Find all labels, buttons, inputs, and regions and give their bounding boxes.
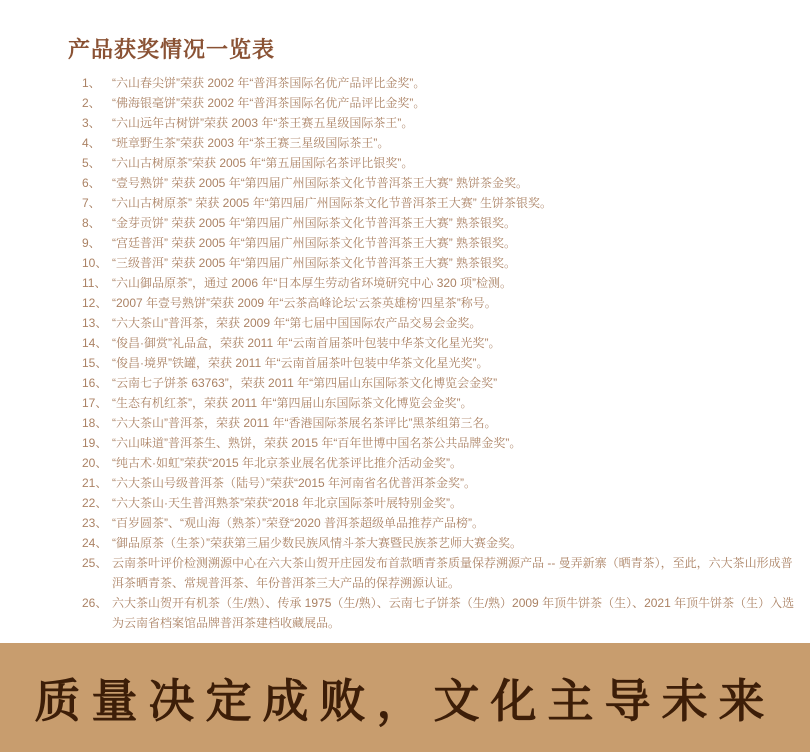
award-item [82, 513, 800, 533]
award-item [82, 593, 800, 633]
award-item-number: 25、 [82, 556, 108, 570]
award-item-number: 8、 [82, 216, 101, 230]
award-item-text: “六山远年古树饼”荣获 2003 年“茶王赛五星级国际茶王”。 [112, 116, 414, 130]
award-item-text: “六山春尖饼”荣获 2002 年“普洱茶国际名优产品评比金奖”。 [112, 76, 426, 90]
award-item [82, 213, 800, 233]
award-item-text: “六大茶山”普洱茶，荣获 2009 年“第七届中国国际农产品交易会金奖。 [112, 316, 482, 330]
award-item [82, 473, 800, 493]
award-item [82, 533, 800, 553]
award-item-text: “六山古树原茶” 荣获 2005 年“第四届广州国际茶文化节普洱茶王大赛” 生饼茶银奖。 [112, 196, 553, 210]
award-item-number: 24、 [82, 536, 108, 550]
award-item-number: 1、 [82, 76, 101, 90]
award-item-text: 云南茶叶评价检测溯源中心在六大茶山贺开庄园发布首款晒青茶质量保荐溯源产品 -- 曼弄新寨（晒青茶），至此，六大茶山形成普洱茶晒青茶、常规普洱茶、年份普洱茶三大产品的保荐溯源认证。 [112, 556, 793, 590]
award-item-number: 18、 [82, 416, 108, 430]
award-item [82, 453, 800, 473]
award-item-number: 2、 [82, 96, 101, 110]
award-item-text: “六大茶山”普洱茶，荣获 2011 年“香港国际茶展名茶评比”黑茶组第三名。 [112, 416, 497, 430]
award-item-number: 19、 [82, 436, 108, 450]
award-item [82, 273, 800, 293]
award-item-number: 17、 [82, 396, 108, 410]
award-item-text: 六大茶山贺开有机茶（生/熟）、传承 1975（生/熟）、云南七子饼茶（生/熟）2009 年顶牛饼茶（生）、2021 年顶牛饼茶（生）入选为云南省档案馆品牌普洱茶建档收藏展品。 [112, 596, 795, 630]
award-item-number: 7、 [82, 196, 101, 210]
award-item-number: 20、 [82, 456, 108, 470]
page-title: 产品获奖情况一览表 [68, 37, 276, 62]
award-item [82, 153, 800, 173]
award-item-number: 13、 [82, 316, 108, 330]
award-item-text: “御品原茶（生茶）”荣获第三届少数民族风情斗茶大赛暨民族茶艺师大赛金奖。 [112, 536, 522, 550]
award-item-text: “生态有机红茶”，荣获 2011 年“第四届山东国际茶文化博览会金奖”。 [112, 396, 473, 410]
award-item-text: “俊昌·御赏”礼品盒，荣获 2011 年“云南首届茶叶包装中华茶文化星光奖”。 [112, 336, 501, 350]
award-item-text: “2007 年壹号熟饼”荣获 2009 年“云茶高峰论坛‘云茶英雄榜’四星茶”称号。 [112, 296, 497, 310]
award-item [82, 313, 800, 333]
award-item-text: “俊昌·境界”铁罐，荣获 2011 年“云南首届茶叶包装中华茶文化星光奖”。 [112, 356, 489, 370]
award-item [82, 333, 800, 353]
award-item [82, 433, 800, 453]
award-item-text: “六大茶山·天生普洱熟茶”荣获“2018 年北京国际茶叶展特别金奖”。 [112, 496, 463, 510]
award-item-text: “六山御品原茶”，通过 2006 年“日本厚生劳动省环境研究中心 320 项”检测。 [112, 276, 513, 290]
award-item-number: 16、 [82, 376, 108, 390]
award-item-number: 3、 [82, 116, 101, 130]
award-item [82, 233, 800, 253]
award-item-text: “宫廷普洱” 荣获 2005 年“第四届广州国际茶文化节普洱茶王大赛” 熟茶银奖。 [112, 236, 517, 250]
banner-slogan: 质量决定成败，文化主导未来 [34, 673, 776, 728]
award-item-text: “佛海银毫饼”荣获 2002 年“普洱茶国际名优产品评比金奖”。 [112, 96, 426, 110]
award-item [82, 173, 800, 193]
award-item-number: 5、 [82, 156, 101, 170]
award-item-text: “百岁圆茶”、“观山海（熟茶）”荣登“2020 普洱茶超级单品推荐产品榜”。 [112, 516, 485, 530]
award-item-number: 12、 [82, 296, 108, 310]
award-item [82, 293, 800, 313]
award-item-text: “壹号熟饼” 荣获 2005 年“第四届广州国际茶文化节普洱茶王大赛” 熟饼茶金奖。 [112, 176, 529, 190]
award-item-text: “云南七子饼茶 63763”，荣获 2011 年“第四届山东国际茶文化博览会金奖” [112, 376, 498, 390]
award-item [82, 73, 800, 93]
award-item [82, 253, 800, 273]
award-item [82, 553, 800, 593]
bottom-banner [0, 643, 810, 752]
award-item-text: “六山古树原茶”荣获 2005 年“第五届国际名茶评比银奖”。 [112, 156, 414, 170]
award-item [82, 493, 800, 513]
award-item-text: “纯古术·如虹”荣获“2015 年北京茶业展名优茶评比推介活动金奖”。 [112, 456, 463, 470]
award-item-number: 6、 [82, 176, 101, 190]
award-item-number: 26、 [82, 596, 108, 610]
award-item [82, 373, 800, 393]
award-item-number: 10、 [82, 256, 108, 270]
award-item-number: 4、 [82, 136, 101, 150]
award-item-number: 14、 [82, 336, 108, 350]
award-item-text: “班章野生茶”荣获 2003 年“茶王赛三星级国际茶王”。 [112, 136, 390, 150]
award-item-number: 21、 [82, 476, 108, 490]
award-item-number: 9、 [82, 236, 101, 250]
award-item-number: 11、 [82, 276, 107, 290]
award-item-number: 15、 [82, 356, 108, 370]
award-item-number: 23、 [82, 516, 108, 530]
award-item [82, 93, 800, 113]
award-item-text: “金芽贡饼” 荣获 2005 年“第四届广州国际茶文化节普洱茶王大赛” 熟茶银奖。 [112, 216, 517, 230]
award-list [82, 73, 800, 633]
award-item-text: “三级普洱” 荣获 2005 年“第四届广州国际茶文化节普洱茶王大赛” 熟茶银奖。 [112, 256, 517, 270]
award-item [82, 133, 800, 153]
award-item [82, 393, 800, 413]
award-item [82, 193, 800, 213]
award-item-text: “六山味道”普洱茶生、熟饼，荣获 2015 年“百年世博中国名茶公共品牌金奖”。 [112, 436, 522, 450]
award-item-text: “六大茶山号级普洱茶（陆号）”荣获“2015 年河南省名优普洱茶金奖”。 [112, 476, 477, 490]
award-item [82, 113, 800, 133]
award-item [82, 353, 800, 373]
award-item [82, 413, 800, 433]
award-item-number: 22、 [82, 496, 108, 510]
